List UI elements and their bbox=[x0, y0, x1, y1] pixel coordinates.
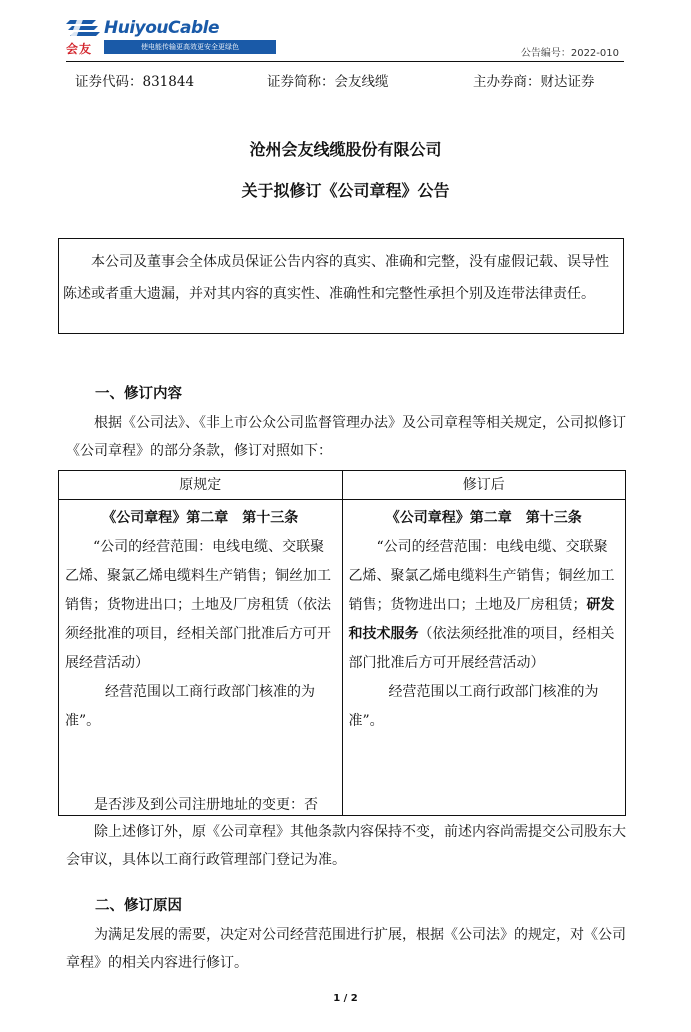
section2-heading: 二、修订原因 bbox=[95, 898, 182, 914]
revised-approval: 经营范围以工商行政部门核准的为准”。 bbox=[348, 684, 599, 729]
revision-comparison-table bbox=[58, 470, 626, 816]
company-name-title: 沧州会友线缆股份有限公司 bbox=[249, 140, 442, 159]
announcement-subject-title: 关于拟修订《公司章程》公告 bbox=[241, 181, 450, 200]
column-header-revised: 修订后 bbox=[342, 471, 626, 500]
column-header-original: 原规定 bbox=[59, 471, 343, 500]
company-logo bbox=[66, 16, 239, 56]
section1-heading: 一、修订内容 bbox=[95, 386, 182, 402]
announcement-number: 公告编号：2022-010 bbox=[520, 48, 619, 59]
original-cell bbox=[59, 500, 343, 816]
revised-scope-after: （依法须经批准的项目，经相关部门批准后方可开展经营活动） bbox=[348, 626, 615, 671]
revised-cell bbox=[342, 500, 626, 816]
logo-slogan: 使电能传输更高效更安全更绿色 bbox=[104, 40, 276, 54]
original-approval: 经营范围以工商行政部门核准的为准”。 bbox=[65, 684, 315, 729]
logo-mark-icon bbox=[66, 16, 100, 38]
board-guarantee-notice: 本公司及董事会全体成员保证公告内容的真实、准确和完整，没有虚假记载、误导性陈述或者重大遗漏，并对其内容的真实性、准确性和完整性承担个别及连带法律责任。 bbox=[58, 238, 624, 334]
revised-scope bbox=[349, 533, 620, 678]
address-change-paragraph: 是否涉及到公司注册地址的变更：否 bbox=[94, 797, 318, 813]
revision-basis-paragraph: 根据《公司法》、《非上市公众公司监督管理办法》及公司章程等相关规定，公司拟修订《公司章程》的部分条款，修订对照如下： bbox=[66, 415, 626, 459]
revised-scope-before: “公司的经营范围：电线电缆、交联聚乙烯、聚氯乙烯电缆料生产销售；铜丝加工销售；货物进出口；土地及厂房租赁； bbox=[348, 539, 615, 613]
header-divider bbox=[66, 61, 624, 62]
security-code: 证券代码：831844 bbox=[75, 74, 195, 90]
logo-english-text: HuiyouCable bbox=[104, 18, 219, 38]
revised-article: 《公司章程》第二章 第十三条 bbox=[385, 510, 582, 526]
revised-scope-added: 研发和技术服务 bbox=[348, 597, 615, 642]
security-abbreviation: 证券简称：会友线缆 bbox=[267, 74, 389, 90]
original-scope: “公司的经营范围：电线电缆、交联聚乙烯、聚氯乙烯电缆料生产销售；铜丝加工销售；货物进出口；土地及厂房租赁（依法须经批准的项目，经相关部门批准后方可开展经营活动） bbox=[65, 539, 331, 671]
original-article: 《公司章程》第二章 第十三条 bbox=[102, 510, 299, 526]
revision-reason-paragraph: 为满足发展的需要，决定对公司经营范围进行扩展，根据《公司法》的规定，对《公司章程》的相关内容进行修订。 bbox=[66, 927, 626, 971]
other-clauses-paragraph: 除上述修订外，原《公司章程》其他条款内容保持不变，前述内容尚需提交公司股东大会审议，具体以工商行政管理部门登记为准。 bbox=[66, 824, 626, 868]
sponsor-broker: 主办券商：财达证券 bbox=[473, 74, 595, 90]
page-number: 1 / 2 bbox=[333, 993, 358, 1004]
logo-chinese-text: 会友 bbox=[66, 42, 93, 56]
